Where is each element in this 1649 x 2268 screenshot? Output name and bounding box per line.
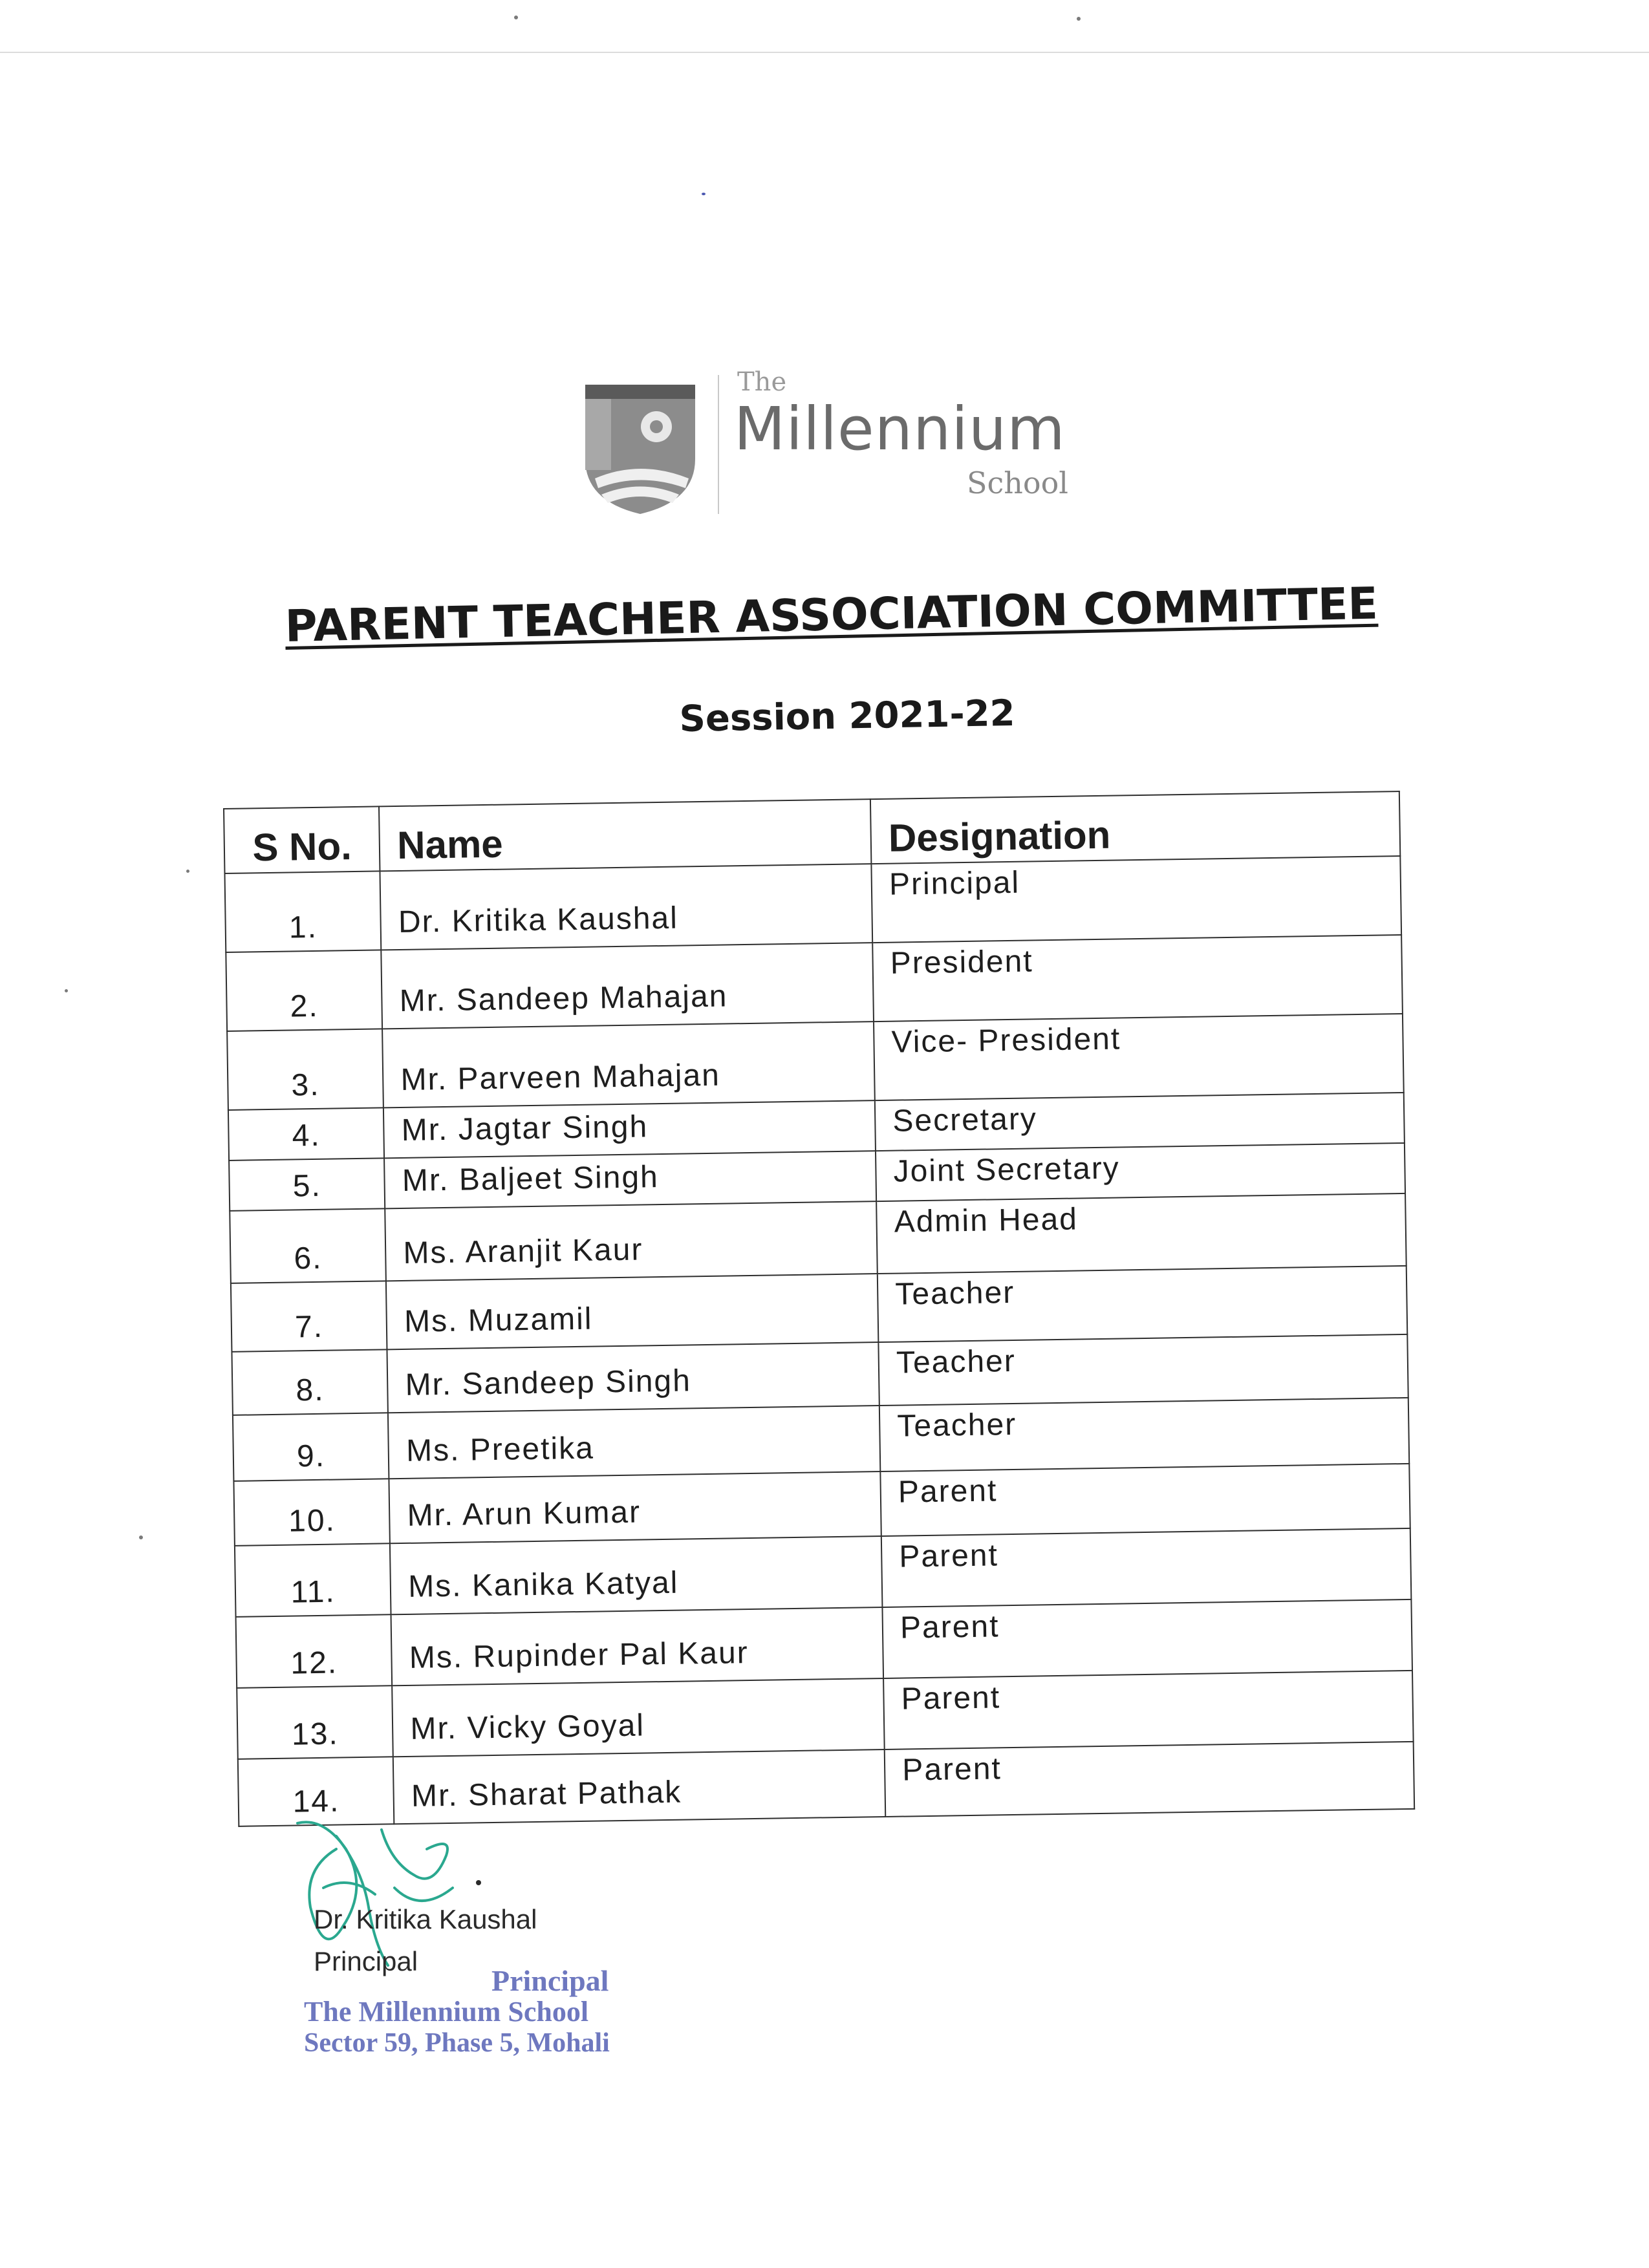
- row-designation: Parent: [880, 1464, 1410, 1536]
- row-designation: Parent: [883, 1599, 1412, 1678]
- row-sno: 5.: [229, 1158, 385, 1211]
- row-designation: Principal: [872, 856, 1402, 943]
- row-sno: 13.: [237, 1685, 393, 1759]
- row-name: Mr. Jagtar Singh: [383, 1100, 876, 1158]
- row-name: Mr. Sandeep Mahajan: [382, 943, 874, 1029]
- stamp-line-title: Principal: [491, 1964, 609, 1997]
- row-name: Mr. Sandeep Singh: [387, 1342, 879, 1413]
- scan-speck: [1077, 17, 1081, 21]
- row-name: Mr. Parveen Mahajan: [382, 1022, 875, 1107]
- scan-edge-line: [0, 52, 1649, 53]
- header-sno: S No.: [224, 806, 380, 873]
- row-name: Ms. Muzamil: [386, 1274, 878, 1349]
- scan-speck: [65, 989, 68, 992]
- row-sno: 14.: [238, 1757, 394, 1826]
- row-designation: Teacher: [878, 1266, 1407, 1342]
- row-sno: 9.: [233, 1413, 389, 1481]
- row-sno: 3.: [227, 1029, 383, 1110]
- row-sno: 7.: [231, 1281, 387, 1352]
- row-sno: 11.: [235, 1543, 391, 1617]
- scan-speck: [139, 1535, 143, 1539]
- header-designation: Designation: [870, 791, 1400, 864]
- row-sno: 1.: [224, 871, 381, 952]
- row-name: Ms. Aranjit Kaur: [385, 1201, 878, 1281]
- page-title: PARENT TEACHER ASSOCIATION COMMITTEE: [285, 578, 1379, 652]
- row-sno: 6.: [230, 1208, 386, 1283]
- row-designation: Admin Head: [876, 1193, 1406, 1274]
- scan-speck: [186, 870, 189, 873]
- row-sno: 12.: [236, 1614, 393, 1688]
- school-stamp: [304, 1965, 666, 2059]
- stamp-line-address: Sector 59, Phase 5, Mohali: [304, 2028, 610, 2058]
- row-sno: 2.: [226, 950, 382, 1031]
- signatory-name: Dr. Kritika Kaushal: [314, 1904, 537, 1934]
- row-sno: 4.: [228, 1107, 384, 1161]
- row-designation: Vice- President: [874, 1014, 1404, 1100]
- committee-table-wrapper: [223, 791, 1415, 1827]
- row-designation: Parent: [883, 1671, 1413, 1749]
- row-name: Mr. Vicky Goyal: [392, 1678, 884, 1757]
- row-designation: Parent: [885, 1742, 1414, 1817]
- logo-name-text: Millennium: [734, 394, 1066, 464]
- logo-divider: [718, 375, 719, 514]
- row-name: Dr. Kritika Kaushal: [380, 864, 873, 950]
- scan-speck: [702, 193, 706, 195]
- row-designation: Parent: [881, 1528, 1411, 1607]
- header-name: Name: [379, 799, 871, 871]
- row-designation: Secretary: [875, 1093, 1405, 1151]
- committee-table: [223, 791, 1415, 1827]
- row-designation: Teacher: [879, 1398, 1409, 1471]
- school-logo: [582, 362, 1073, 524]
- row-name: Ms. Preetika: [388, 1406, 880, 1479]
- row-name: Mr. Arun Kumar: [389, 1471, 881, 1543]
- row-name: Ms. Kanika Katyal: [390, 1536, 882, 1614]
- row-name: Mr. Sharat Pathak: [393, 1749, 885, 1824]
- signatory-title: Principal: [314, 1946, 418, 1976]
- logo-school-text: School: [967, 465, 1069, 500]
- row-designation: Joint Secretary: [876, 1143, 1405, 1201]
- row-name: Ms. Rupinder Pal Kaur: [391, 1607, 883, 1685]
- row-sno: 10.: [233, 1479, 390, 1546]
- session-label: Session 2021-22: [679, 692, 1016, 740]
- row-sno: 8.: [232, 1349, 388, 1415]
- row-designation: Teacher: [879, 1334, 1408, 1406]
- stamp-line-school: The Millennium School: [304, 1996, 589, 2027]
- row-designation: President: [872, 935, 1403, 1022]
- school-crest-icon: [582, 381, 698, 517]
- scan-speck: [514, 16, 518, 19]
- row-name: Mr. Baljeet Singh: [384, 1151, 876, 1208]
- logo-the-text: The: [737, 367, 787, 397]
